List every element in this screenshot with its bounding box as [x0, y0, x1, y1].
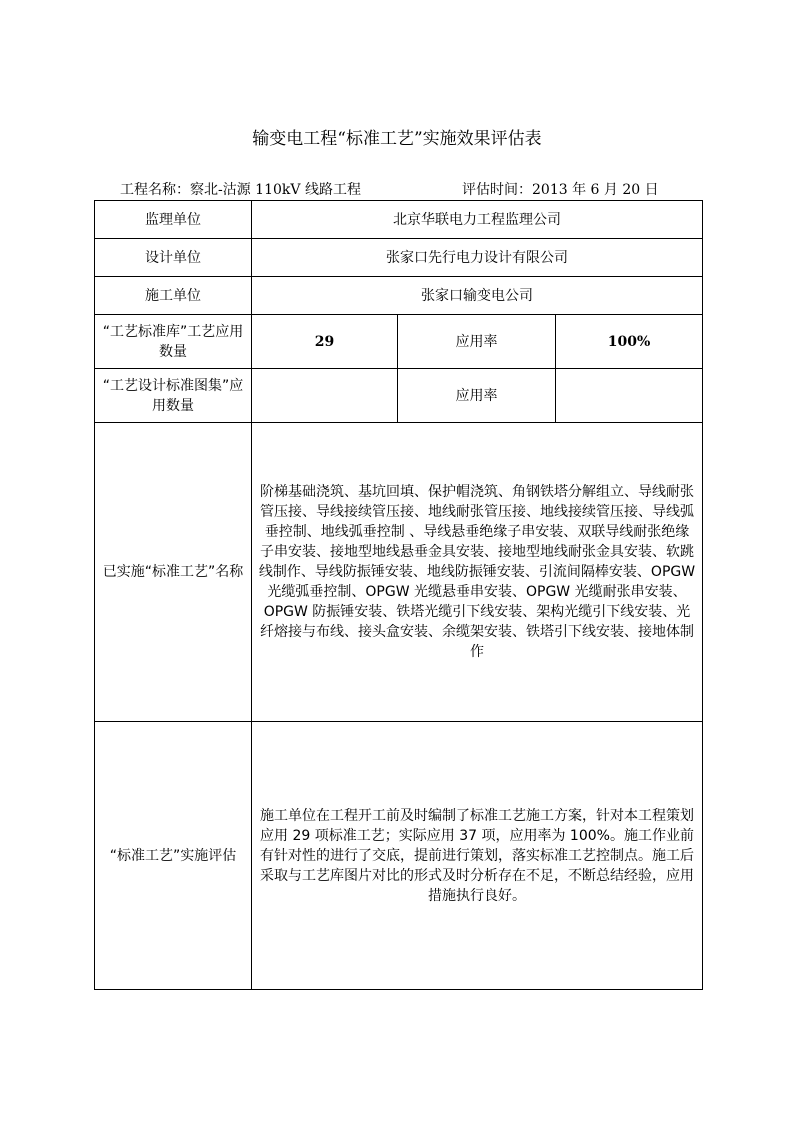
table-row	[95, 239, 703, 277]
library-rate-label: 应用率	[398, 315, 556, 369]
supervision-value: 北京华联电力工程监理公司	[252, 201, 703, 239]
project-name: 工程名称：察北-沽源 110kV 线路工程	[120, 182, 361, 198]
evaluation-text: 施工单位在工程开工前及时编制了标准工艺施工方案，针对本工程策划应用 29 项标准工艺；实际应用 37 项，应用率为 100%。施工作业前有针对性的进行了交底，提前进行策划，落实标准工艺控制点。施工后采取与工艺库图片对比的形式及时分析存在不足，不断总结经验，应用措施执行良好。	[252, 722, 703, 990]
library-count-value: 29	[252, 315, 398, 369]
atlas-count-label: “工艺设计标准图集”应用数量	[95, 369, 252, 423]
supervision-label: 监理单位	[95, 201, 252, 239]
table-row	[95, 423, 703, 722]
library-rate-value: 100%	[556, 315, 703, 369]
document-title: 输变电工程“标准工艺”实施效果评估表	[252, 129, 542, 149]
table-row	[95, 369, 703, 423]
evaluation-label: “标准工艺”实施评估	[95, 722, 252, 990]
design-value: 张家口先行电力设计有限公司	[252, 239, 703, 277]
table-row	[95, 315, 703, 369]
implemented-label: 已实施“标准工艺”名称	[95, 423, 252, 722]
table-row	[95, 201, 703, 239]
table-row	[95, 277, 703, 315]
evaluation-time: 评估时间：2013 年 6 月 20 日	[462, 182, 659, 198]
construction-value: 张家口输变电公司	[252, 277, 703, 315]
atlas-rate-label: 应用率	[398, 369, 556, 423]
library-count-label: “工艺标准库”工艺应用数量	[95, 315, 252, 369]
design-label: 设计单位	[95, 239, 252, 277]
implemented-names: 阶梯基础浇筑、基坑回填、保护帽浇筑、角钢铁塔分解组立、导线耐张管压接、导线接续管压接、地线耐张管压接、地线接续管压接、导线弧垂控制、地线弧垂控制 、导线悬垂绝缘子串安装、双联导线耐张绝缘子串安装、接地型地线悬垂金具安装、接地型地线耐张金具安装、软跳线制作、导线防振锤安装、地线防振锤安装、引流间隔棒安装、OPGW 光缆弧垂控制、OPGW 光缆悬垂串安装、OPGW 光缆耐张串安装、OPGW 防振锤安装、铁塔光缆引下线安装、架构光缆引下线安装、光纤熔接与布线、接头盒安装、余缆架安装、铁塔引下线安装、接地体制作	[252, 423, 703, 722]
atlas-count-value	[252, 369, 398, 423]
construction-label: 施工单位	[95, 277, 252, 315]
evaluation-table	[94, 200, 703, 990]
atlas-rate-value	[556, 369, 703, 423]
table-row	[95, 722, 703, 990]
